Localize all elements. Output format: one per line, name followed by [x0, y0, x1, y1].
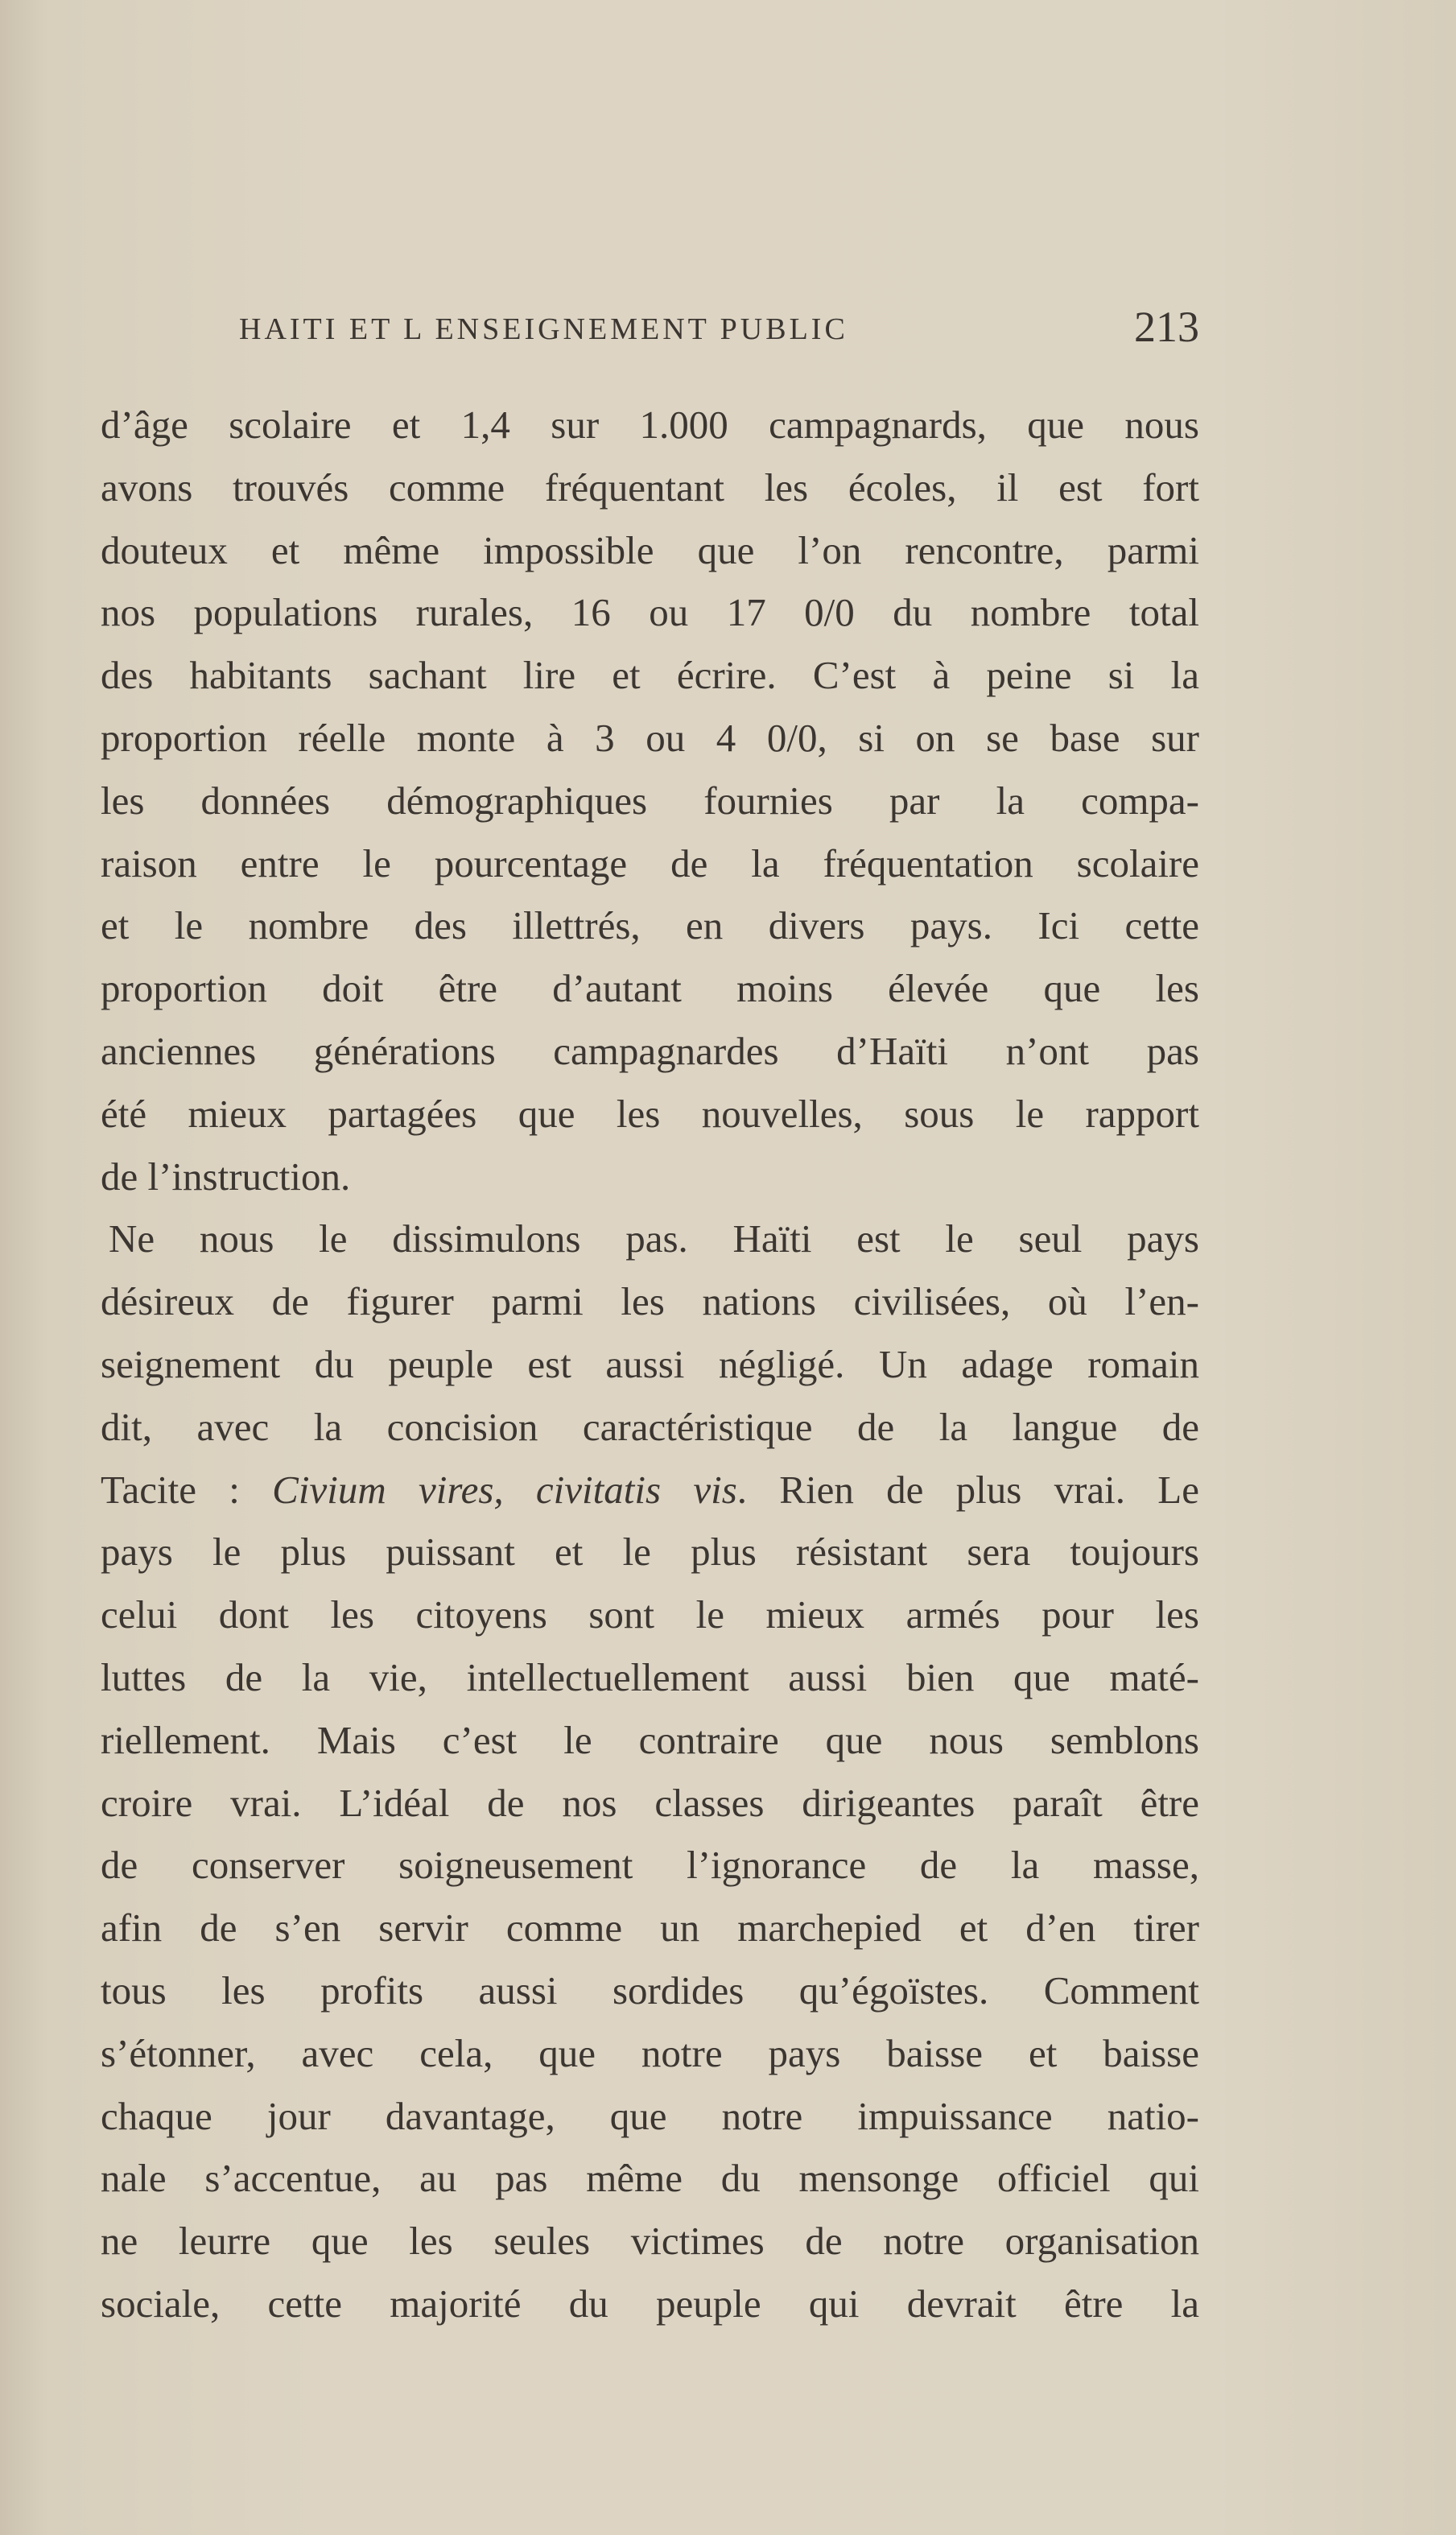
text-line: dit, avec la concision caractéristique de la langue de [101, 1404, 1199, 1449]
text-line: raison entre le pourcentage de la fréquentation scolaire [101, 840, 1199, 886]
text-line: tous les profits aussi sordides qu’égoïstes. Comment [101, 1967, 1199, 2013]
text-line: ne leurre que les seules victimes de notre organisation [101, 2219, 1199, 2264]
text-line: riellement. Mais c’est le contraire que nous semblons [101, 1717, 1199, 1762]
text-line: chaque jour davantage, que notre impuissance natio- [101, 2093, 1199, 2138]
text-line: douteux et même impossible que l’on rencontre, parmi [101, 527, 1199, 572]
text-line: sociale, cette majorité du peuple qui devrait être la [101, 2281, 1199, 2326]
text-line: luttes de la vie, intellectuellement aussi bien que maté- [101, 1654, 1199, 1699]
body-text [101, 394, 1199, 2335]
quote-prefix: Tacite : [101, 1467, 273, 1512]
text-line: d’âge scolaire et 1,4 sur 1.000 campagnards, que nous [101, 403, 1199, 447]
text-line: et le nombre des illettrés, en divers pays. Ici cette [101, 903, 1199, 948]
text-line: afin de s’en servir comme un marchepied et d’en tirer [101, 1905, 1199, 1951]
text-line: anciennes générations campagnardes d’Haïti n’ont pas [101, 1028, 1199, 1073]
text-line: nos populations rurales, 16 ou 17 0/0 du nombre total [101, 590, 1199, 635]
page-number: 213 [1134, 303, 1199, 351]
latin-quote: Civium vires, civitatis vis [272, 1467, 737, 1512]
text-line: seignement du peuple est aussi négligé. Un adage romain [101, 1341, 1199, 1386]
text-line: croire vrai. L’idéal de nos classes dirigeantes paraît être [101, 1780, 1199, 1825]
text-line-quote [101, 1459, 1199, 1521]
text-line: proportion doit être d’autant moins élevée que les [101, 966, 1199, 1011]
text-line: des habitants sachant lire et écrire. C’est à peine si la [101, 653, 1199, 698]
text-line: proportion réelle monte à 3 ou 4 0/0, si on se base sur [101, 715, 1199, 760]
text-line: de l’instruction. [101, 1154, 351, 1199]
text-line: été mieux partagées que les nouvelles, sous le rapport [101, 1091, 1199, 1136]
text-line: désireux de figurer parmi les nations civilisées, où l’en- [101, 1279, 1199, 1324]
text-line: Ne nous le dissimulons pas. Haïti est le seul pays [109, 1216, 1199, 1261]
running-title: HAITI ET L ENSEIGNEMENT PUBLIC [239, 312, 848, 346]
text-line: pays le plus puissant et le plus résistant sera toujours [101, 1530, 1199, 1575]
quote-suffix: . Rien de plus vrai. Le [736, 1467, 1199, 1512]
text-line: nale s’accentue, au pas même du mensonge officiel qui [101, 2156, 1199, 2201]
text-line: avons trouvés comme fréquentant les écoles, il est fort [101, 464, 1199, 510]
text-line: de conserver soigneusement l’ignorance de la masse, [101, 1843, 1199, 1888]
page-header [239, 302, 1199, 355]
text-line: celui dont les citoyens sont le mieux armés pour les [101, 1592, 1199, 1637]
text-line: s’étonner, avec cela, que notre pays baisse et baisse [101, 2030, 1199, 2075]
text-line: les données démographiques fournies par la compa- [101, 778, 1199, 823]
